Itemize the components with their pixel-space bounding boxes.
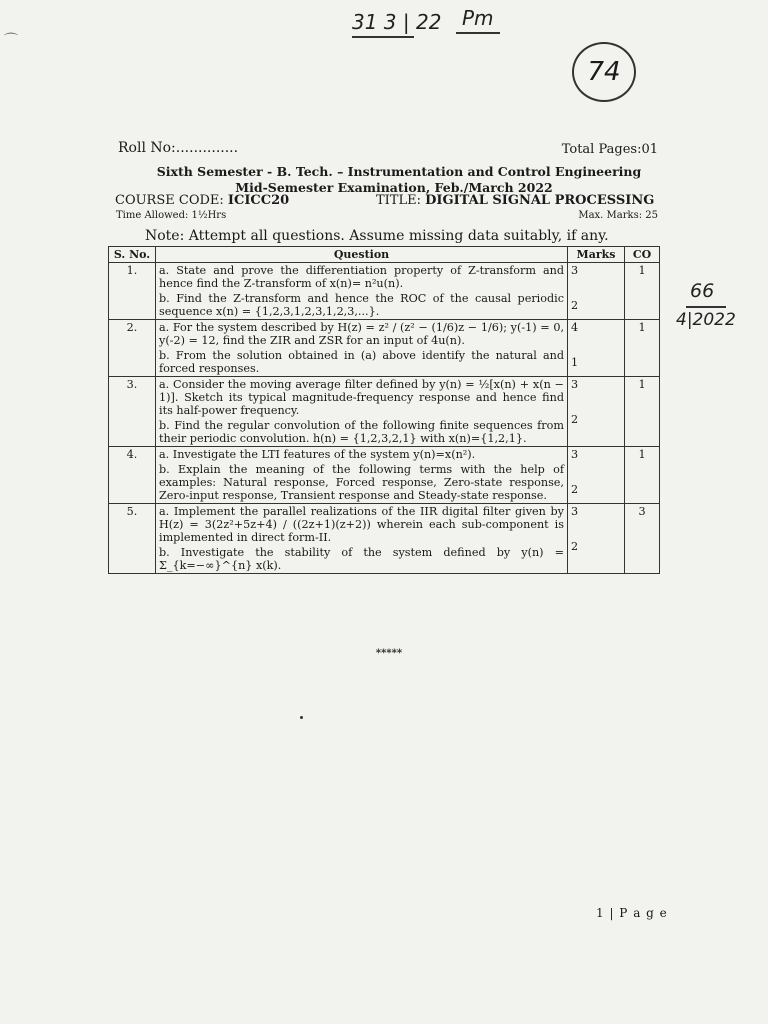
marks-value: 3 [571,264,579,277]
marks-value: 2 [571,413,579,426]
question-text [156,447,568,504]
time-allowed: Time Allowed: 1½Hrs [116,210,227,221]
marks-value: 3 [571,448,579,461]
question-number: 2. [109,320,156,377]
stray-dot [300,716,303,719]
course-code-value: ICICC20 [227,193,290,208]
marks-value: 2 [571,299,579,312]
co-value: 1 [625,320,660,377]
header-question: Question [156,247,568,263]
total-pages: Total Pages:01 [561,142,658,157]
instructions-note: Note: Attempt all questions. Assume missing data suitably, if any. [145,228,609,244]
co-value: 1 [625,377,660,447]
marks-value: 2 [571,483,579,496]
marks-value: 3 [571,505,579,518]
question-part: a. State and prove the differentiation property of Z-transform and hence find the Z-transform of x(n)= n²u(n). [159,264,564,290]
co-value: 1 [625,447,660,504]
question-number: 5. [109,504,156,574]
question-number: 4. [109,447,156,504]
header-sno: S. No. [109,247,156,263]
marks-value: 1 [571,356,579,369]
question-row [109,320,660,377]
handwritten-time: Pm [462,6,494,30]
co-value: 1 [625,263,660,320]
header-co: CO [625,247,660,263]
marks-cell [568,377,625,447]
question-text [156,320,568,377]
roll-number: Roll No:.............. [118,140,239,156]
marks-cell [568,504,625,574]
question-part: a. Implement the parallel realizations of the IIR digital filter given by H(z) = 3(2z²+5z+4) / ((2z+1)(z+2)) wherein each sub-component is implemented in direct form-II. [159,505,564,544]
question-text [156,504,568,574]
marks-cell [568,263,625,320]
handwritten-score-date: 4|2022 [676,310,736,330]
semester-line: Sixth Semester - B. Tech. – Instrumentation and Control Engineering [156,164,642,179]
exam-line: Mid-Semester Examination, Feb./March 2022 [235,180,553,195]
marks-value: 3 [571,378,579,391]
question-row [109,447,660,504]
question-row [109,377,660,447]
margin-mark: ⌒ [4,33,18,49]
question-row [109,263,660,320]
course-title-value: DIGITAL SIGNAL PROCESSING [425,193,655,208]
question-number: 3. [109,377,156,447]
marks-cell [568,320,625,377]
time-underline [456,32,500,34]
question-part: b. From the solution obtained in (a) above identify the natural and forced responses. [159,349,564,375]
circled-number: 74 [572,42,636,102]
co-value: 3 [625,504,660,574]
question-part: b. Explain the meaning of the following terms with the help of examples: Natural response, Forced response, Zero-state response, Zero-input response, Transient response and Steady-state response. [159,463,564,502]
marks-cell [568,447,625,504]
question-part: b. Investigate the stability of the system defined by y(n) = Σ_{k=−∞}^{n} x(k). [159,546,564,572]
question-part: a. For the system described by H(z) = z² / (z² − (1/6)z − 1/6); y(-1) = 0, y(-2) = 12, find the ZIR and ZSR for an input of 4u(n). [159,321,564,347]
question-part: b. Find the Z-transform and hence the ROC of the causal periodic sequence x(n) = {1,2,3,1,2,3,1,2,3,...}. [159,292,564,318]
marks-value: 2 [571,540,579,553]
marks-value: 4 [571,321,579,334]
table-header-row [109,247,660,263]
handwritten-score: 66 [690,280,715,302]
question-table [108,246,660,574]
question-row [109,504,660,574]
header-marks: Marks [568,247,625,263]
question-number: 1. [109,263,156,320]
score-divider [686,306,726,308]
handwritten-date: 31 3 | 22 [352,10,442,34]
question-part: a. Investigate the LTI features of the system y(n)=x(n²). [159,448,476,461]
question-text [156,263,568,320]
max-marks: Max. Marks: 25 [578,210,658,221]
end-stars: ***** [375,648,403,659]
course-code: COURSE CODE: ICICC20 [115,193,290,208]
page-number: 1 | P a g e [596,906,668,920]
date-underline [352,36,414,38]
question-part: b. Find the regular convolution of the following finite sequences from their periodic convolution. h(n) = {1,2,3,2,1} with x(n)={1,2,1}. [159,419,564,445]
question-part: a. Consider the moving average filter defined by y(n) = ½[x(n) + x(n − 1)]. Sketch its typical magnitude-frequency response and hence find its half-power frequency. [159,378,564,417]
question-text [156,377,568,447]
course-title: TITLE: DIGITAL SIGNAL PROCESSING [376,193,655,208]
